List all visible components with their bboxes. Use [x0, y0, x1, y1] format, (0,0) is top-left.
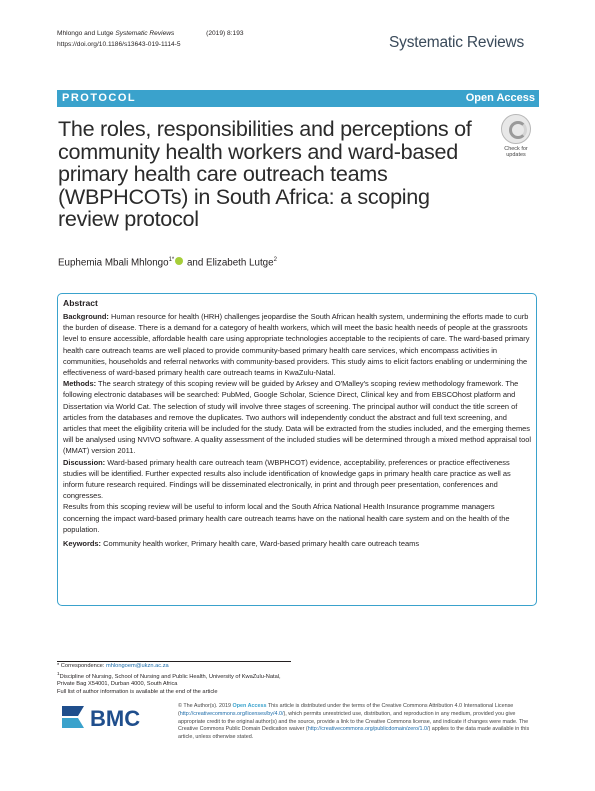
citation-journal: Systematic Reviews — [115, 30, 175, 37]
open-access-label: Open Access — [465, 92, 535, 104]
author-name[interactable]: Euphemia Mbali Mhlongo — [58, 257, 169, 269]
author-name[interactable]: Elizabeth Lutge — [206, 257, 274, 269]
citation-volume: (2019) 8:193 — [206, 30, 244, 37]
section-text: The search strategy of this scoping review will be guided by Arksey and O'Malley's scoping review methodology framework. The following electronic databases will be searched: PubMed, Google Scholar, Science Direct, Clinical key and from EBSCOhost platform and Dissertation via World Cat. The selection of study will involve three stages of screening. The principal author will conduct the title screen of articles from the databases and remove the duplicates. Two authors will independently conduct the abstract and full text screening, and articles that meet the eligibility criteria will be included for the study. Data will be extracted from the studies included, and the emerging themes will be analysed using NVIVO software. A quality assessment of the included studies will be determined through a mixed method appraisal tool (MMAT) version 2011. — [63, 379, 531, 456]
license-link[interactable]: http://creativecommons.org/licenses/by/4.0/ — [179, 710, 284, 717]
check-updates-label: Check for updates — [504, 146, 528, 158]
license-body: This article is distributed under the terms of the Creative Commons Attribution 4.0 International License ( — [178, 703, 514, 717]
license-text — [178, 703, 538, 742]
bmc-logo-text: BMC — [90, 706, 141, 731]
abstract-heading: Abstract — [63, 298, 98, 308]
license-open-access: Open Access — [232, 703, 267, 709]
section-text: Community health worker, Primary health care, Ward-based primary health care outreach teams — [101, 539, 420, 549]
check-for-updates-button[interactable] — [496, 114, 536, 156]
affiliation-text: Discipline of Nursing, School of Nursing and Public Health, University of KwaZulu-Natal, Private Bag X54001, Durban 4000, South Africa — [57, 673, 281, 688]
section-label: Keywords: — [63, 539, 102, 549]
affiliation — [57, 671, 297, 689]
bmc-logo — [60, 702, 172, 732]
correspondence — [57, 663, 297, 671]
abstract-background — [63, 311, 531, 378]
author-affiliation-sup: 1* — [168, 257, 175, 263]
correspondence-label: * Correspondence: — [57, 663, 107, 669]
abstract-content — [63, 297, 531, 549]
citation-authors: Mhlongo and Lutge — [57, 30, 114, 37]
footnote-divider — [57, 661, 291, 662]
abstract-discussion — [63, 457, 531, 502]
check-updates-icon — [501, 114, 531, 144]
bmc-logo-shape — [62, 718, 84, 728]
author-affiliation-sup: 2 — [273, 257, 277, 263]
correspondence-email[interactable]: mhlongoem@ukzn.ac.za — [106, 663, 169, 669]
abstract-methods — [63, 378, 531, 456]
bmc-logo-shape — [62, 706, 84, 716]
section-text: Human resource for health (HRH) challenges jeopardise the South African health system, undermining the efforts made to curb the burden of disease. There is a demand for a category of health workers, which will meet the basic health needs of people at the grassroots level to ensure accessible, affordable health care using appropriate technologies acceptable to the recipients of care. The ward-based primary health care outreach teams are well placed to provide community-based primary health care services, which encompass activities in communities, households and referral networks with community-based providers. This study aims to elicit factors enabling or undermining the effectiveness of ward-based primary health care outreach teams in KwaZulu-Natal. — [63, 312, 530, 378]
affiliation-sup: 1 — [57, 671, 60, 677]
citation-line — [57, 29, 244, 40]
footnotes — [57, 663, 297, 697]
license-mid: ), which permits unrestricted use, distribution, and reproduction in any medium, provided you give appropriate credit to the original author(s) and the source, provide a link to the Creative Commons license, and indicate if changes were made. The Creative Commons Public Domain Dedication waiver ( — [178, 710, 529, 733]
article-type-label: PROTOCOL — [62, 92, 137, 104]
license-link[interactable]: http://creativecommons.org/publicdomain/zero/1.0/ — [307, 726, 429, 733]
license-end: ) applies to the data made available in this article, unless otherwise stated. — [178, 726, 530, 741]
section-label: Background: — [63, 312, 109, 321]
author-list — [58, 257, 277, 268]
abstract-keywords — [63, 538, 531, 549]
section-label: Discussion: — [63, 457, 106, 467]
license-prefix: © The Author(s). 2019 — [178, 703, 233, 709]
orcid-icon[interactable] — [175, 257, 183, 265]
doi-link[interactable]: https://doi.org/10.1186/s13643-019-1114-5 — [57, 40, 181, 48]
author-conjunction: and — [184, 257, 207, 269]
author-info-note: Full list of author information is available at the end of the article — [57, 689, 218, 696]
journal-name: Systematic Reviews — [389, 34, 525, 51]
section-text: Ward-based primary health care outreach team (WBPHCOT) evidence, acceptability, preferences or practice effectiveness studies will be identified. Further expected results also include identification of knowledge gaps in primary health care practice as well as inform future research required. Findings will be disseminated electronically, in print and through peer presentation, conferences and congresses. — [63, 457, 511, 501]
citation-header — [57, 29, 244, 50]
section-label: Methods: — [63, 379, 97, 389]
abstract-results: Results from this scoping review will be useful to inform local and the South Africa National Health Insurance programme managers concerning the impact ward-based primary health care outreach teams have on the national health care system and on the health of the population. — [63, 502, 510, 534]
article-title: The roles, responsibilities and perceptions of community health workers and ward-based primary health care outreach teams (WBPHCOTs) in South Africa: a scoping review protocol — [58, 116, 472, 232]
